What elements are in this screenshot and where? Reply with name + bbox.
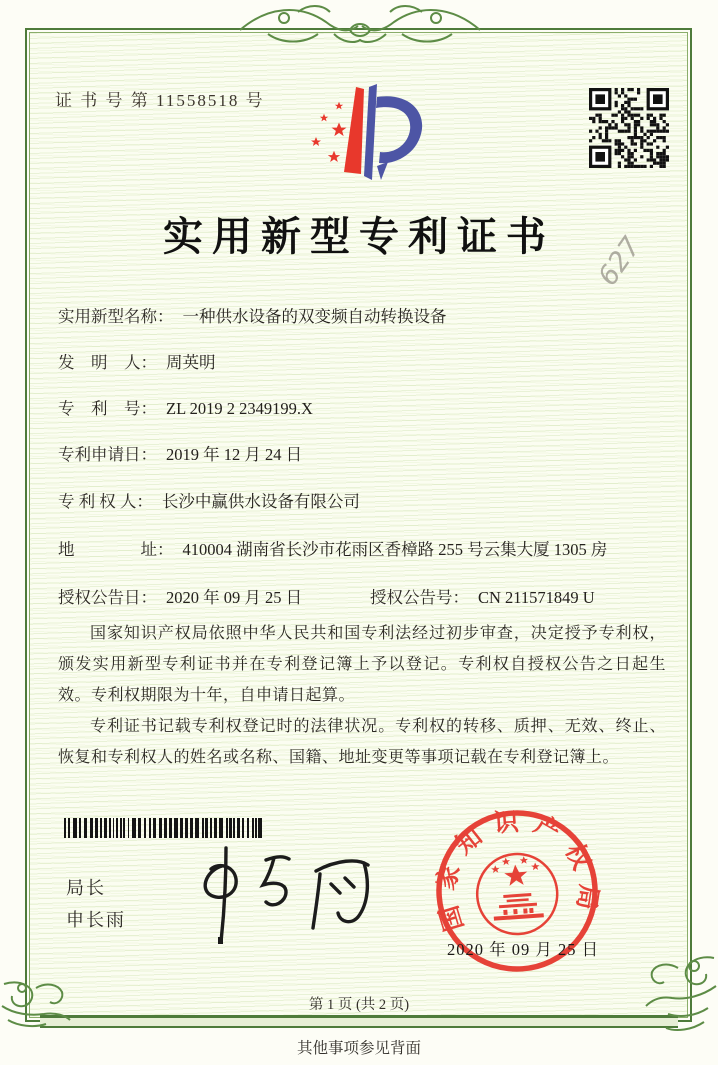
field-label: 专 利 号： [58, 399, 157, 418]
field-value: ZL 2019 2 2349199.X [166, 399, 313, 418]
field-label: 实用新型名称： [58, 307, 174, 326]
seal-date: 2020 年 09 月 25 日 [447, 940, 600, 959]
field-value: 2020 年 09 月 25 日 [166, 588, 303, 607]
director-signature [178, 838, 403, 946]
certificate-title: 实用新型专利证书 [163, 214, 555, 259]
field-value: 一种供水设备的双变频自动转换设备 [182, 307, 447, 326]
qr-code-icon [589, 88, 669, 168]
handwritten-pencil-mark: 627 [592, 231, 648, 292]
field-value: 长沙中赢供水设备有限公司 [161, 492, 360, 511]
field-row-grant [58, 584, 670, 608]
cnipa-logo-icon [287, 84, 437, 194]
field-value: 410004 湖南省长沙市花雨区香樟路 255 号云集大厦 1305 房 [182, 540, 608, 559]
bottom-rule [40, 1015, 678, 1028]
field-row-name [58, 303, 670, 327]
legal-text [58, 618, 666, 773]
field-label: 发 明 人： [58, 353, 157, 372]
bottom-left-ornament [0, 976, 72, 1034]
director-name: 申长雨 [66, 910, 126, 930]
legal-paragraph-2: 专利证书记载专利权登记时的法律状况。专利权的转移、质押、无效、终止、恢复和专利权人的姓名或名称、国籍、地址变更等事项记载在专利登记簿上。 [58, 718, 666, 766]
field-label: 授权公告号： [370, 588, 469, 607]
bottom-right-ornament [644, 952, 718, 1036]
national-emblem-icon [475, 851, 560, 936]
field-row-address [58, 536, 670, 560]
page-number: 第 1 页 (共 2 页) [308, 997, 410, 1013]
seal-text: 国家知识产权局 [432, 808, 602, 935]
field-label: 专利申请日： [58, 445, 157, 464]
barcode-icon [64, 818, 264, 838]
field-value: CN 211571849 U [478, 588, 595, 607]
top-scroll-ornament [238, 0, 482, 48]
field-value: 2019 年 12 月 24 日 [166, 445, 303, 464]
legal-paragraph-1: 国家知识产权局依照中华人民共和国专利法经过初步审查，决定授予专利权，颁发实用新型专利证书并在专利登记簿上予以登记。专利权自授权公告之日起生效。专利权期限为十年，自申请日起算。 [58, 625, 666, 704]
field-row-inventor [58, 349, 670, 373]
field-row-patentee [58, 488, 670, 512]
grant-number-group [370, 584, 595, 608]
director-title: 局长 [66, 878, 106, 898]
field-row-filing-date [58, 441, 670, 465]
field-label: 授权公告日： [58, 588, 157, 607]
certificate-number: 证 书 号 第 11558518 号 [55, 91, 265, 110]
field-label: 专 利 权 人： [58, 492, 153, 511]
back-note: 其他事项参见背面 [296, 1040, 421, 1057]
field-value: 周英明 [166, 353, 216, 372]
logo-stars [311, 102, 347, 162]
field-row-patent-no [58, 395, 670, 419]
field-label: 地 址： [58, 540, 174, 559]
